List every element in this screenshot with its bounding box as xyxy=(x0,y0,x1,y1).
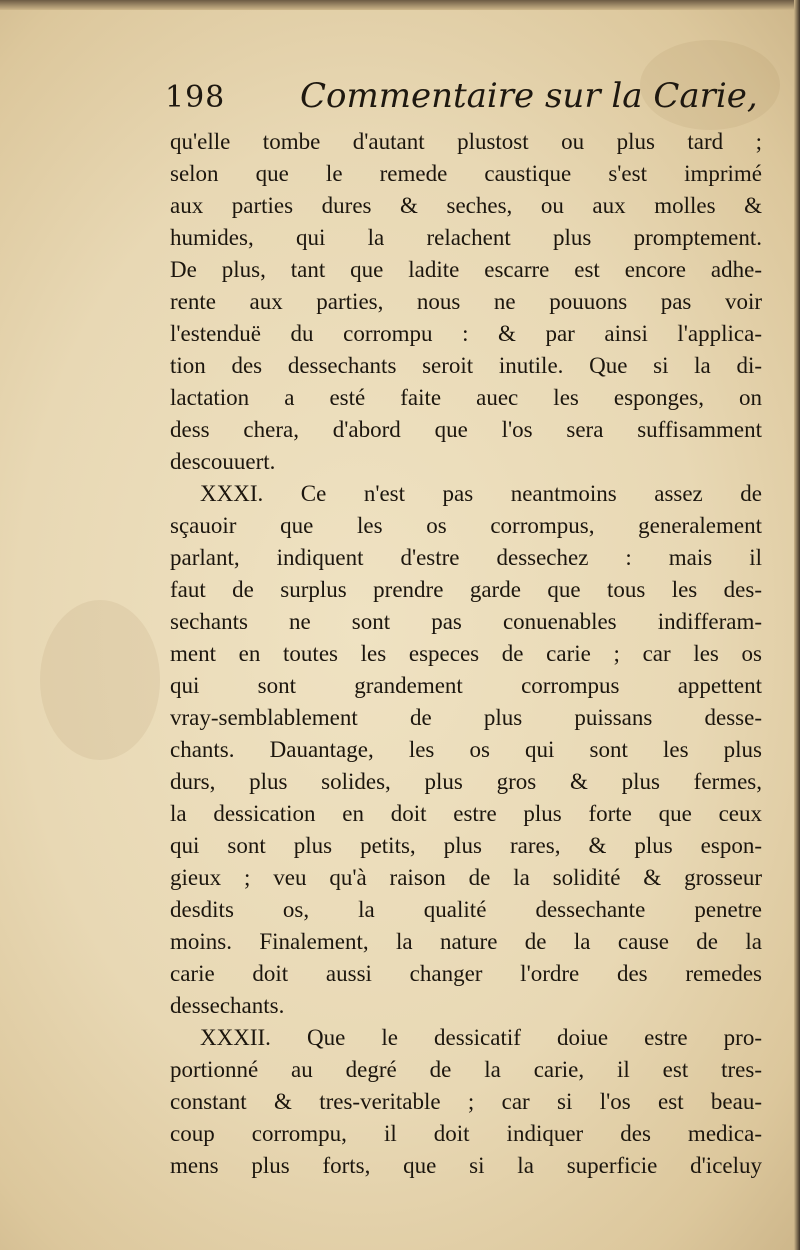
text-line: chants. Dauantage, les os qui sont les plus xyxy=(170,737,762,762)
text-line: durs, plus solides, plus gros & plus fermes, xyxy=(170,769,762,794)
paper-stain xyxy=(40,600,160,760)
text-line: parlant, indiquent d'estre dessechez : mais il xyxy=(170,545,762,570)
text-line: l'estenduë du corrompu : & par ainsi l'applica- xyxy=(170,321,762,346)
text-line: coup corrompu, il doit indiquer des medica- xyxy=(170,1121,762,1146)
page-right-edge xyxy=(794,0,800,1250)
text-line: selon que le remede caustique s'est imprimé xyxy=(170,161,762,186)
text-line: qu'elle tombe d'autant plustost ou plus tard ; xyxy=(170,129,762,154)
text-line: desdits os, la qualité dessechante penetre xyxy=(170,897,762,922)
text-line: De plus, tant que ladite escarre est encore adhe- xyxy=(170,257,762,282)
text-line: mens plus forts, que si la superficie d'iceluy xyxy=(170,1153,762,1178)
text-line: dess chera, d'abord que l'os sera suffisamment xyxy=(170,417,762,442)
text-line: portionné au degré de la carie, il est tres- xyxy=(170,1057,762,1082)
text-line: humides, qui la relachent plus promptement. xyxy=(170,225,762,250)
section-heading-line: XXXII. Que le dessicatif doiue estre pro- xyxy=(200,1025,762,1050)
text-line: sçauoir que les os corrompus, generalement xyxy=(170,513,762,538)
text-line: dessechants. xyxy=(170,993,285,1018)
body-text xyxy=(170,126,762,1182)
page-top-edge xyxy=(0,0,800,10)
text-line: qui sont plus petits, plus rares, & plus espon- xyxy=(170,833,762,858)
text-line: gieux ; veu qu'à raison de la solidité & grosseur xyxy=(170,865,762,890)
text-line: la dessication en doit estre plus forte que ceux xyxy=(170,801,762,826)
text-line: descouuert. xyxy=(170,449,276,474)
section-heading-line: XXXI. Ce n'est pas neantmoins assez de xyxy=(200,481,762,506)
text-line: carie doit aussi changer l'ordre des remedes xyxy=(170,961,762,986)
text-line: moins. Finalement, la nature de la cause de la xyxy=(170,929,762,954)
text-line: faut de surplus prendre garde que tous les des- xyxy=(170,577,762,602)
text-line: ment en toutes les especes de carie ; car les os xyxy=(170,641,762,666)
running-title: Commentaire sur la Carie, xyxy=(300,76,758,116)
text-line: rente aux parties, nous ne pouuons pas voir xyxy=(170,289,762,314)
page-header xyxy=(165,72,765,126)
text-line: aux parties dures & seches, ou aux molles & xyxy=(170,193,762,218)
text-line: sechants ne sont pas conuenables indifferam- xyxy=(170,609,762,634)
text-line: vray-semblablement de plus puissans desse- xyxy=(170,705,762,730)
text-line: lactation a esté faite auec les esponges, on xyxy=(170,385,762,410)
text-line: constant & tres-veritable ; car si l'os est beau- xyxy=(170,1089,762,1114)
text-line: tion des dessechants seroit inutile. Que si la di- xyxy=(170,353,762,378)
text-line: qui sont grandement corrompus appettent xyxy=(170,673,762,698)
page-number: 198 xyxy=(165,80,226,115)
